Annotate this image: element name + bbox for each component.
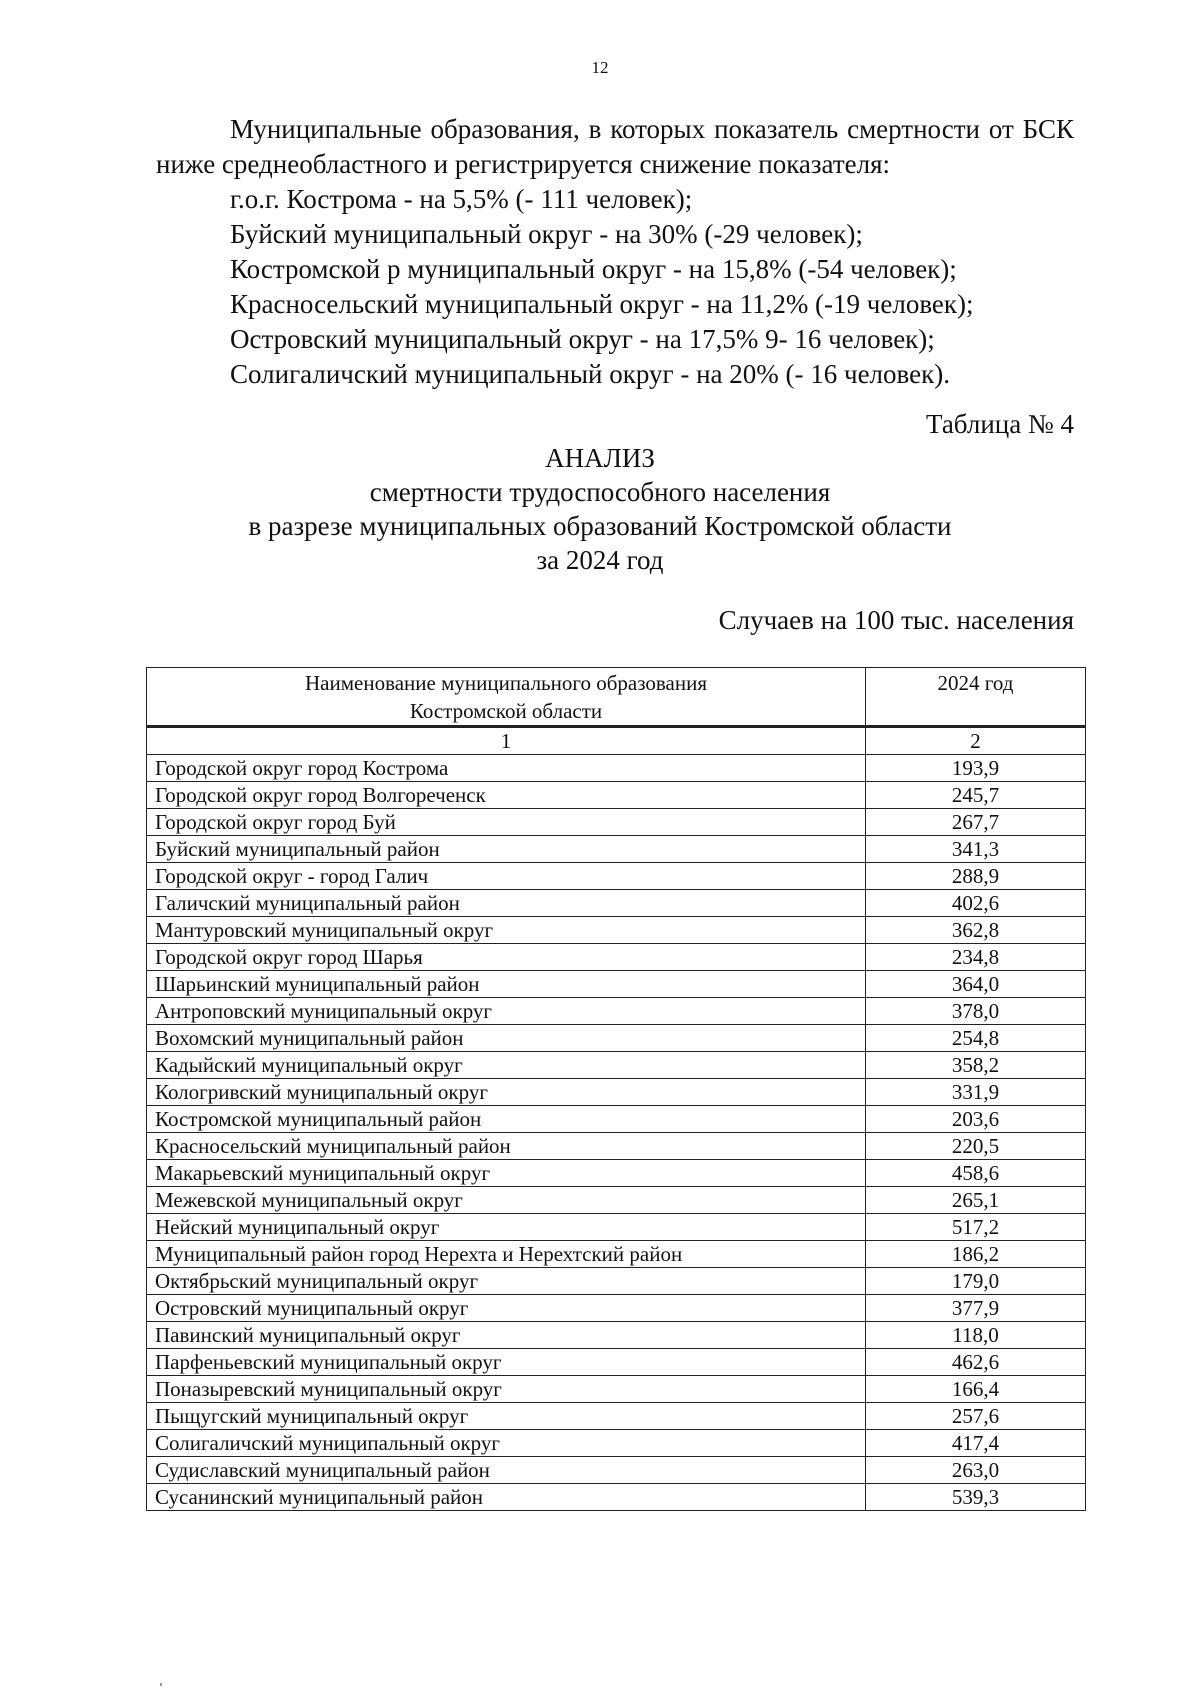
table-row <box>147 1457 1086 1484</box>
table-row <box>147 1484 1086 1511</box>
heading-subtitle: в разрезе муниципальных образований Костромской области <box>248 511 952 541</box>
table-heading <box>0 441 1200 577</box>
municipality-name-cell: Кадыйский муниципальный округ <box>147 1052 866 1079</box>
municipality-name-cell: Сусанинский муниципальный район <box>147 1484 866 1511</box>
page-number: 12 <box>591 58 609 77</box>
municipality-name-cell: Городской округ город Шарья <box>147 944 866 971</box>
intro-list-item: Красносельский муниципальный округ - на 11,2% (-19 человек); <box>230 289 974 319</box>
scan-mark <box>160 1683 162 1686</box>
header-municipality-line: Наименование муниципального образования <box>305 671 707 695</box>
municipality-name-cell: Островский муниципальный округ <box>147 1295 866 1322</box>
table-row <box>147 1106 1086 1133</box>
municipality-name-cell: Межевской муниципальный округ <box>147 1187 866 1214</box>
table-number: Таблица № 4 <box>926 409 1074 439</box>
municipality-name-cell: Городской округ город Волгореченск <box>147 782 866 809</box>
municipality-name-cell: Судиславский муниципальный район <box>147 1457 866 1484</box>
table-row <box>147 836 1086 863</box>
heading-subtitle: смертности трудоспособного населения <box>369 477 831 507</box>
municipality-name-cell: Нейский муниципальный округ <box>147 1214 866 1241</box>
heading-title: АНАЛИЗ <box>545 443 655 473</box>
header-year: 2024 год <box>866 668 1086 727</box>
mortality-value-cell: 193,9 <box>866 755 1086 782</box>
mortality-value-cell: 331,9 <box>866 1079 1086 1106</box>
municipality-name-cell: Мантуровский муниципальный округ <box>147 917 866 944</box>
mortality-value-cell: 358,2 <box>866 1052 1086 1079</box>
mortality-value-cell: 118,0 <box>866 1322 1086 1349</box>
municipality-name-cell: Макарьевский муниципальный округ <box>147 1160 866 1187</box>
mortality-value-cell: 364,0 <box>866 971 1086 998</box>
table-row <box>147 1187 1086 1214</box>
mortality-value-cell: 254,8 <box>866 1025 1086 1052</box>
heading-period: за 2024 год <box>536 545 664 575</box>
table-row <box>147 782 1086 809</box>
mortality-value-cell: 462,6 <box>866 1349 1086 1376</box>
intro-list-item: Буйский муниципальный округ - на 30% (-29 человек); <box>230 219 863 249</box>
municipality-name-cell: Городской округ - город Галич <box>147 863 866 890</box>
table-row <box>147 1295 1086 1322</box>
mortality-value-cell: 539,3 <box>866 1484 1086 1511</box>
mortality-value-cell: 362,8 <box>866 917 1086 944</box>
mortality-value-cell: 378,0 <box>866 998 1086 1025</box>
municipality-name-cell: Галичский муниципальный район <box>147 890 866 917</box>
intro-lead-paragraph: Муниципальные образования, в которых показатель смертности от БСК ниже среднеобластного и регистрируется снижение показателя: <box>156 114 1074 179</box>
intro-list-item: Островский муниципальный округ - на 17,5% 9- 16 человек); <box>230 324 935 354</box>
table-row <box>147 1052 1086 1079</box>
municipality-name-cell: Городской округ город Кострома <box>147 755 866 782</box>
municipality-name-cell: Парфеньевский муниципальный округ <box>147 1349 866 1376</box>
municipality-name-cell: Кологривский муниципальный округ <box>147 1079 866 1106</box>
header-municipality <box>147 668 866 727</box>
intro-section <box>156 112 1074 392</box>
municipality-name-cell: Поназыревский муниципальный округ <box>147 1376 866 1403</box>
mortality-value-cell: 402,6 <box>866 890 1086 917</box>
mortality-value-cell: 186,2 <box>866 1241 1086 1268</box>
table-row <box>147 1349 1086 1376</box>
mortality-value-cell: 417,4 <box>866 1430 1086 1457</box>
table-row <box>147 1133 1086 1160</box>
mortality-value-cell: 263,0 <box>866 1457 1086 1484</box>
municipality-name-cell: Солигаличский муниципальный округ <box>147 1430 866 1457</box>
municipality-name-cell: Городской округ город Буй <box>147 809 866 836</box>
mortality-value-cell: 458,6 <box>866 1160 1086 1187</box>
mortality-table <box>146 667 1086 1511</box>
table-row <box>147 1430 1086 1457</box>
table-row <box>147 863 1086 890</box>
table-row <box>147 1268 1086 1295</box>
municipality-name-cell: Павинский муниципальный округ <box>147 1322 866 1349</box>
municipality-name-cell: Муниципальный район город Нерехта и Нерехтский район <box>147 1241 866 1268</box>
table-row <box>147 1241 1086 1268</box>
mortality-value-cell: 245,7 <box>866 782 1086 809</box>
table-row <box>147 755 1086 782</box>
municipality-name-cell: Шарьинский муниципальный район <box>147 971 866 998</box>
mortality-value-cell: 234,8 <box>866 944 1086 971</box>
table-row <box>147 1403 1086 1430</box>
municipality-name-cell: Пыщугский муниципальный округ <box>147 1403 866 1430</box>
table-row <box>147 944 1086 971</box>
mortality-value-cell: 220,5 <box>866 1133 1086 1160</box>
mortality-value-cell: 377,9 <box>866 1295 1086 1322</box>
mortality-value-cell: 265,1 <box>866 1187 1086 1214</box>
table-row <box>147 1079 1086 1106</box>
municipality-name-cell: Октябрьский муниципальный округ <box>147 1268 866 1295</box>
mortality-value-cell: 341,3 <box>866 836 1086 863</box>
municipality-name-cell: Красносельский муниципальный район <box>147 1133 866 1160</box>
municipality-name-cell: Вохомский муниципальный район <box>147 1025 866 1052</box>
mortality-value-cell: 166,4 <box>866 1376 1086 1403</box>
table-row <box>147 809 1086 836</box>
table-row <box>147 1214 1086 1241</box>
table-row <box>147 1025 1086 1052</box>
table-row <box>147 890 1086 917</box>
column-number: 2 <box>866 727 1086 755</box>
mortality-value-cell: 288,9 <box>866 863 1086 890</box>
table-row <box>147 1322 1086 1349</box>
table-header-row <box>147 668 1086 727</box>
municipality-name-cell: Антроповский муниципальный округ <box>147 998 866 1025</box>
mortality-value-cell: 179,0 <box>866 1268 1086 1295</box>
column-number-row <box>147 727 1086 755</box>
table-row <box>147 1376 1086 1403</box>
intro-list-item: Костромской р муниципальный округ - на 15,8% (-54 человек); <box>230 254 957 284</box>
mortality-value-cell: 517,2 <box>866 1214 1086 1241</box>
mortality-value-cell: 257,6 <box>866 1403 1086 1430</box>
mortality-value-cell: 203,6 <box>866 1106 1086 1133</box>
municipality-name-cell: Костромской муниципальный район <box>147 1106 866 1133</box>
table-row <box>147 1160 1086 1187</box>
table-row <box>147 917 1086 944</box>
column-number: 1 <box>147 727 866 755</box>
units-label: Случаев на 100 тыс. населения <box>718 605 1074 635</box>
table-row <box>147 971 1086 998</box>
table-row <box>147 998 1086 1025</box>
intro-list-item: г.о.г. Кострома - на 5,5% (- 111 человек); <box>230 184 693 214</box>
municipality-name-cell: Буйский муниципальный район <box>147 836 866 863</box>
mortality-value-cell: 267,7 <box>866 809 1086 836</box>
header-municipality-line: Костромской области <box>409 699 603 723</box>
intro-list-item: Солигаличский муниципальный округ - на 20% (- 16 человек). <box>230 359 950 389</box>
